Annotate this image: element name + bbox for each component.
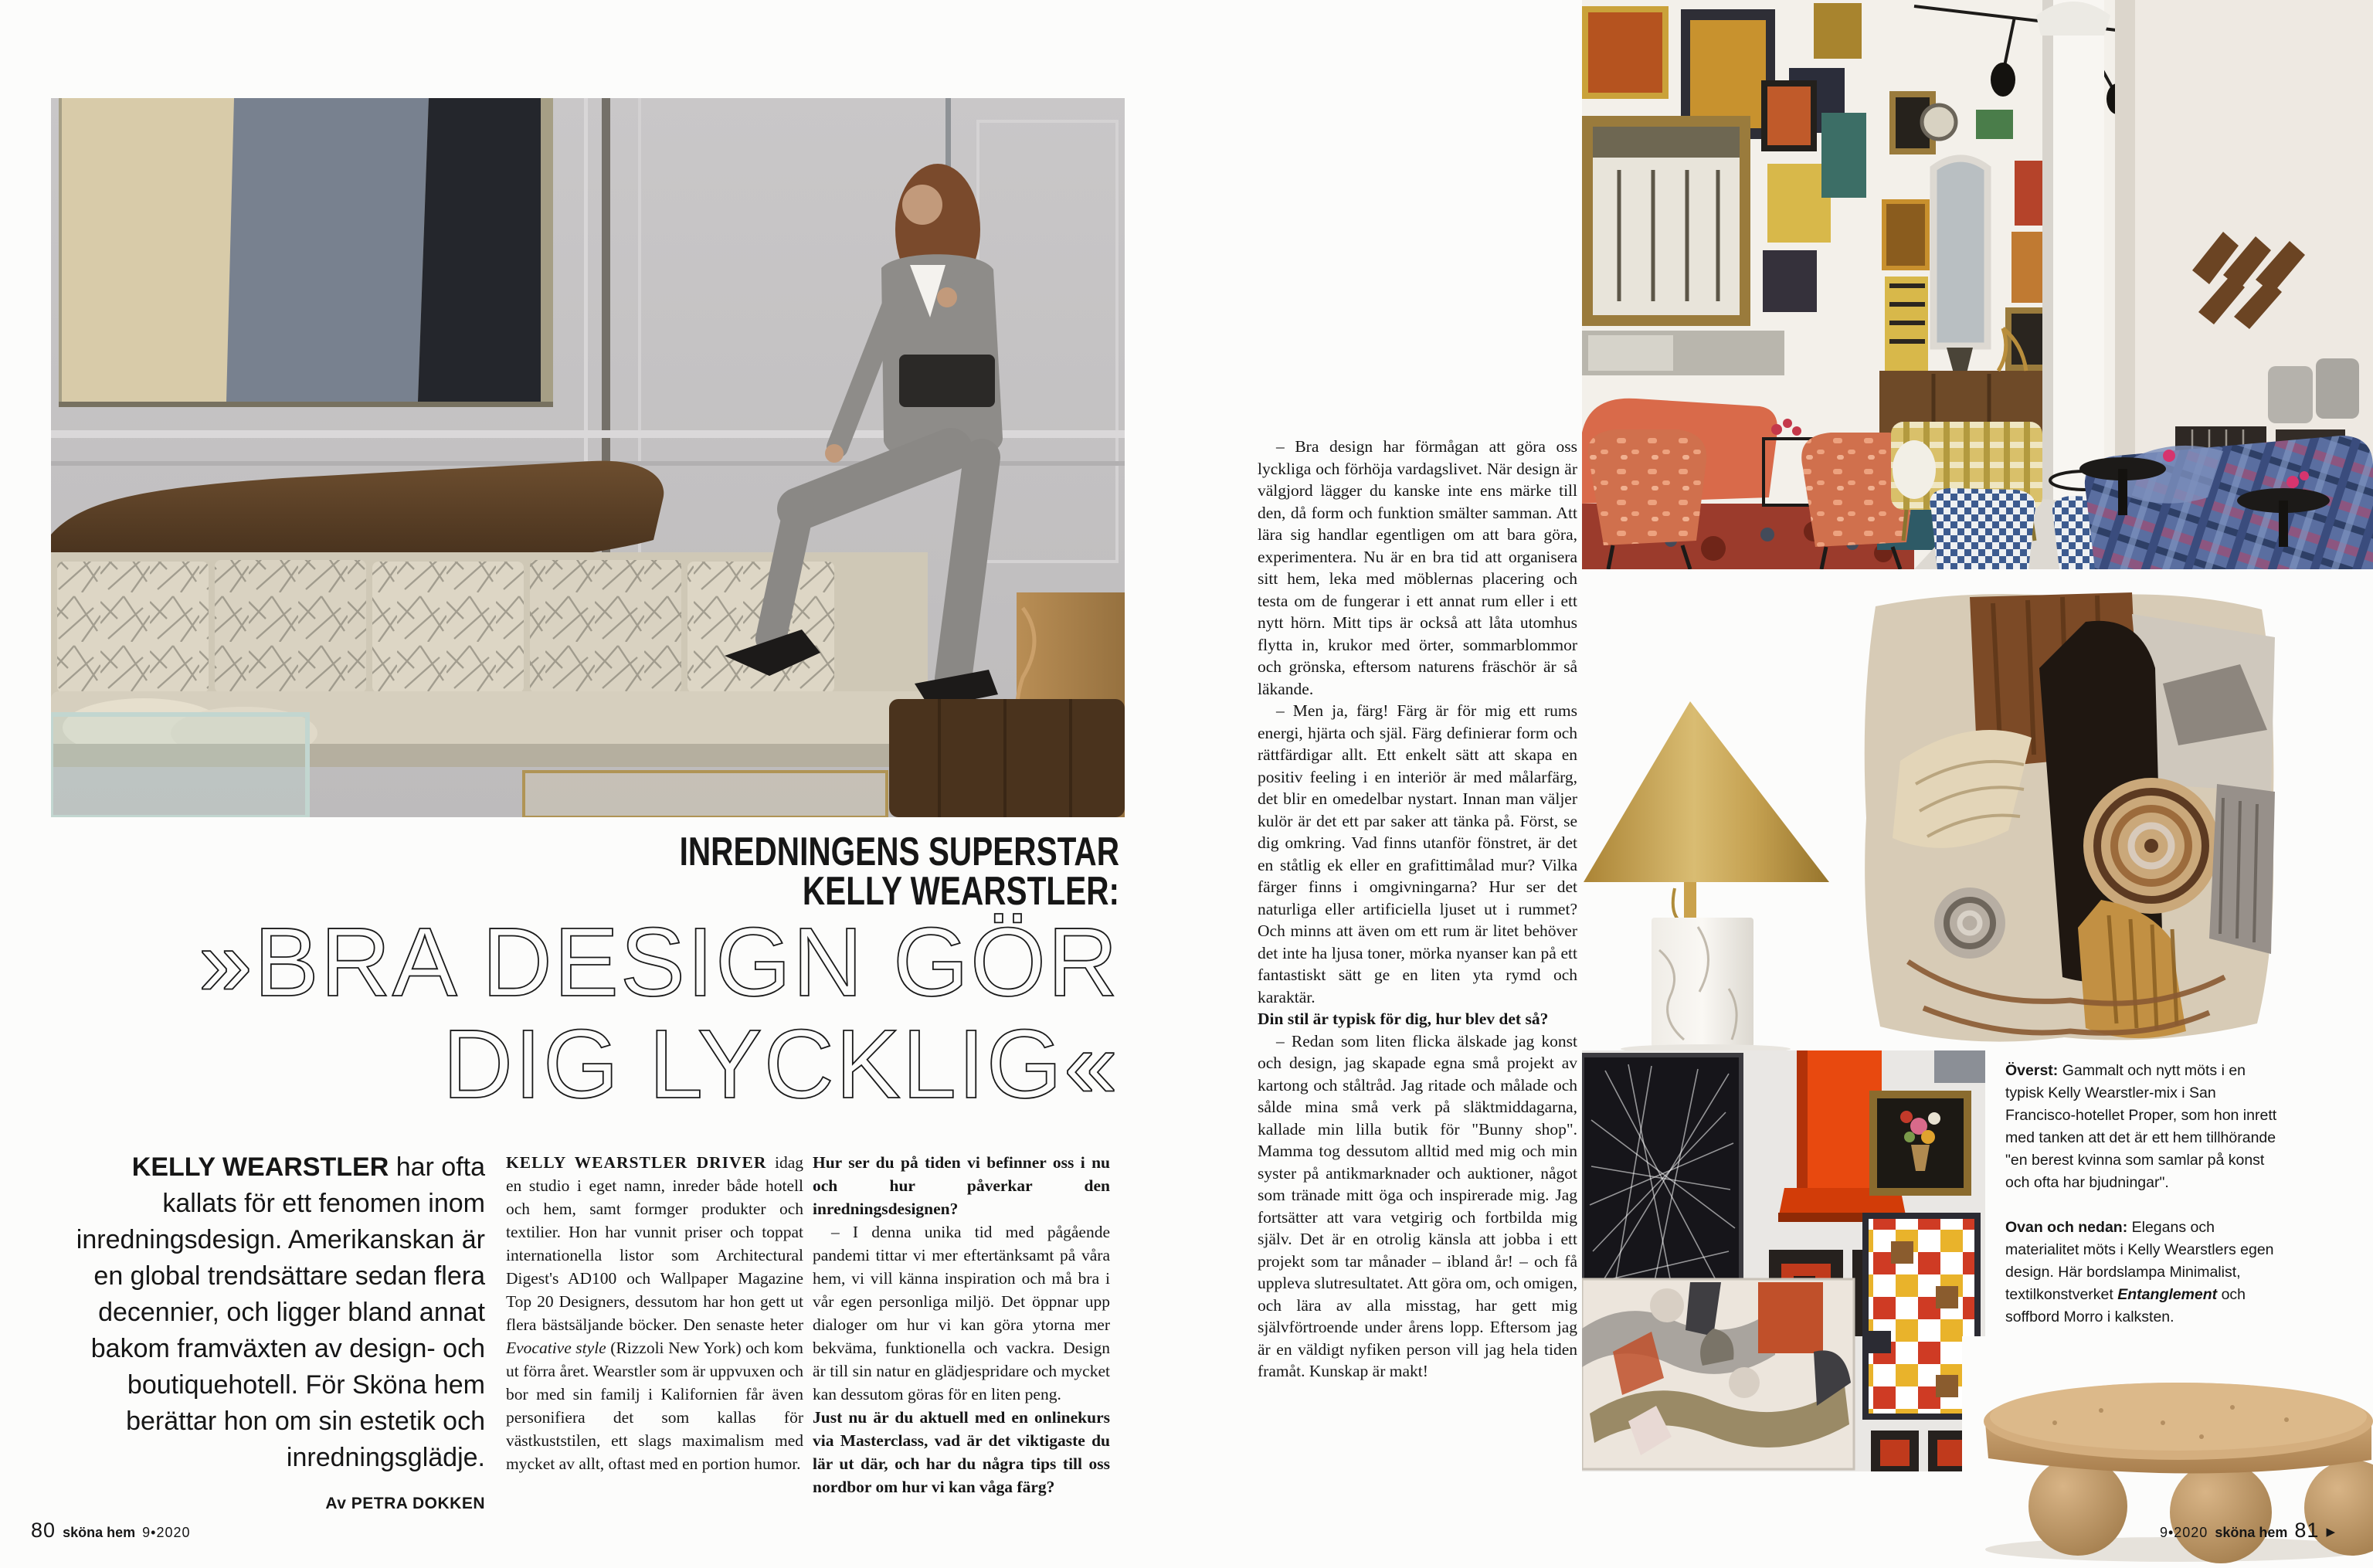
body-column-3 bbox=[813, 1151, 1110, 1498]
gallery-wall-photo bbox=[1582, 1050, 1985, 1471]
glass-table bbox=[51, 714, 307, 817]
caption-top-lead: Överst: bbox=[2005, 1062, 2059, 1079]
lamp-photo bbox=[1582, 587, 1845, 1050]
magazine-title: sköna hem bbox=[63, 1525, 136, 1540]
interview-paragraph: – Men ja, färg! Färg är för mig ett rums energi, hjärta och själ. Färg definierar form och rättfärdigar allt. Ett enkelt sätt att skapa en positiv feeling i en interiör är med målarfärg, det blir en omedelbar nystart. Innan man väljer kulör är det ett par saker att tänka på. Först, se dig omkring. Vad finns utanför fönstret, är det en ståtlig ek eller en grafittimålad mur? Vilka färger finns i omgivningarna? Hur ser det naturliga eller artificiella ljuset ut i rummet? Och minns att även om ett rum är litet behöver det inte ha ljusa toner, mörka nyanser kan på ett fantastiskt sätt ge en liten yta rymd och karaktär. bbox=[1258, 701, 1577, 1006]
page-number-right: 81 bbox=[2294, 1519, 2320, 1542]
lamp-shade bbox=[1584, 701, 1829, 882]
page-number-left: 80 bbox=[31, 1519, 56, 1542]
kicker-line1: INREDNINGENS SUPERSTAR bbox=[679, 830, 1119, 874]
artwork-title: Entanglement bbox=[2117, 1286, 2218, 1303]
abstract-painting bbox=[59, 98, 553, 407]
string-art bbox=[1582, 1055, 1741, 1312]
lamp-illustration bbox=[1582, 587, 1845, 1050]
intro-lead: KELLY WEARSTLER bbox=[131, 1152, 389, 1182]
textile-artwork-photo bbox=[1854, 591, 2283, 1044]
caption-middle-text-a: Elegans och materialitet möts i Kelly Wearstlers egen design. Här bordslampa Minimalist, textilkonstverket bbox=[2005, 1219, 2274, 1303]
small-coil bbox=[1934, 888, 2005, 959]
portrait-photo bbox=[51, 98, 1125, 817]
column2-text-b: (Rizzoli New York) och kom ut förra året. Wearstler som är uppvuxen och bor med sin familj i Kalifornien får även personifiera det som kallas för västkuststilen, ett slags maximalism med mycket av allt, oftast med en portion humor. bbox=[506, 1339, 804, 1473]
table-leg bbox=[2028, 1457, 2127, 1556]
face bbox=[902, 185, 942, 225]
book-title: Evocative style bbox=[506, 1339, 606, 1357]
intro-column bbox=[51, 1149, 485, 1522]
kicker-line2: KELLY WEARSTLER: bbox=[802, 869, 1119, 914]
kicker bbox=[487, 830, 1119, 914]
column2-text-a: idag en studio i eget namn, inreder både hotell och hem, samt formger produkter och textilier. Hon har vunnit priser och toppat internationella listor som Architectural Digest's AD100 och Wallpaper Magazine Top 20 Designers, dessutom har hon gett ut flera bästsäljande böcker. Den senaste heter bbox=[506, 1153, 803, 1334]
gallery-wall-illustration bbox=[1582, 1050, 1985, 1471]
next-page-arrow-icon: ▶ bbox=[2326, 1526, 2335, 1539]
issue-number: 9•2020 bbox=[142, 1525, 191, 1540]
interview-paragraph: – Redan som liten flicka älskade jag konst och design, jag skapade egna små projekt av kartong och ståltråd. Jag ritade och målade och sålde mina små verk på släktmiddagarna, kallade min lilla butik för "Bunny shop". Mamma tog dessutom alltid med mig och min syster på antikmarknader och auktioner, något som tränade mitt öga och inspirerade mig. Jag fortsätter att vara vetgirig och fortbilda mig själv. Det är en otrolig känsla att jobba i ett projekt som tar månader – ibland år! – och få uppleva slutresultatet. Att göra om, och omigen, och lära av alla misstag, har gett mig självförtroende under årens lopp. Eftersom jag är en väldigt nyfiken person vill jag hela tiden framåt. Kunskap är makt! bbox=[1258, 1031, 1577, 1380]
folio-right bbox=[2160, 1519, 2335, 1543]
gray-frame bbox=[1934, 1050, 1985, 1083]
question-1: Hur ser du på tiden vi befinner oss i nu och hur påverkar den inredningsdesignen? bbox=[813, 1153, 1110, 1218]
headline bbox=[31, 908, 1119, 1118]
portrait-illustration bbox=[51, 98, 1125, 817]
caption-top bbox=[2005, 1060, 2283, 1194]
folio-left bbox=[31, 1519, 190, 1543]
caption-middle-text-b: och soffbord Morro i kalksten. bbox=[2005, 1286, 2246, 1325]
headline-line1: »BRA DESIGN GÖR bbox=[198, 908, 1119, 1016]
caption-middle-lead: Ovan och nedan: bbox=[2005, 1219, 2128, 1236]
byline: Av PETRA DOKKEN bbox=[325, 1495, 485, 1512]
cubist-painting bbox=[1582, 1279, 1854, 1469]
question-2: Just nu är du aktuell med en onlinekurs via Masterclass, vad är det viktigaste du lär ut där, och har du några tips till oss nordbor om hur vi kan våga färg? bbox=[813, 1408, 1110, 1496]
floral-painting bbox=[1869, 1091, 1971, 1196]
headline-line2: DIG LYCKLIG« bbox=[443, 1010, 1119, 1118]
issue-number: 9•2020 bbox=[2159, 1525, 2208, 1540]
arched-mirror bbox=[1933, 158, 1988, 346]
brown-ottoman bbox=[889, 699, 1125, 817]
caption-middle bbox=[2005, 1217, 2283, 1329]
column2-lead: KELLY WEARSTLER DRIVER bbox=[506, 1153, 767, 1172]
lobby-photo bbox=[1582, 0, 2373, 569]
interview-column bbox=[1258, 436, 1577, 1383]
answer-1: – I denna unika tid med pågående pandemi tittar vi mer eftertänksamt på våra hem, vi vill känna inspiration och må bra i vår egen personliga miljö. Det öppnar upp dialoger om hur vi kan göra ytorna mer bekväma, funktionella och vackra. Design är till sin natur en glädjespridare och mycket kan dessutom göras för en liten peng. bbox=[813, 1223, 1110, 1403]
large-coil bbox=[2083, 778, 2219, 914]
table-leg bbox=[2170, 1461, 2272, 1563]
textile-illustration bbox=[1854, 591, 2283, 1044]
brass-table bbox=[524, 772, 887, 817]
interview-question: Din stil är typisk för dig, hur blev det så? bbox=[1258, 1010, 1549, 1028]
lobby-illustration bbox=[1582, 0, 2373, 569]
body-column-2 bbox=[506, 1151, 803, 1475]
intro-text: har ofta kallats för ett fenomen inom inredningsdesign. Amerikanskan är en global trendsättare sedan flera decennier, och ligger bland annat bakom framväxten av design- och boutiquehotell. För Sköna hem berättar hon om sin estetik och inredningsglädje. bbox=[76, 1152, 485, 1472]
interview-paragraph: – Bra design har förmågan att göra oss lyckliga och förhöja vardagslivet. När design är välgjord lägger du kanske inte ens märke till den, då form och funktion smälter samman. Att lära sig handlar egentligen om att bara göra, experimentera. Nu är en bra tid att organisera sitt hem, leka med möblernas placering och testa om de fungerar i ett annat rum eller i ett nytt hörn. Mitt tips är också att låta utomhus flytta in, krukor med örter, sommarblommor och grönska, eftersom naturens fräschör är så läkande. bbox=[1258, 437, 1577, 698]
magazine-title: sköna hem bbox=[2215, 1525, 2288, 1540]
plaid-sofa bbox=[2085, 436, 2373, 569]
caption-top-text: Gammalt och nytt möts i en typisk Kelly Wearstler-mix i San Francisco-hotellet Proper, som hon inrett med tanken att det är ett hem tillhörande "en berest kvinna som samlar på konst och ofta har bjudningar". bbox=[2005, 1062, 2277, 1191]
